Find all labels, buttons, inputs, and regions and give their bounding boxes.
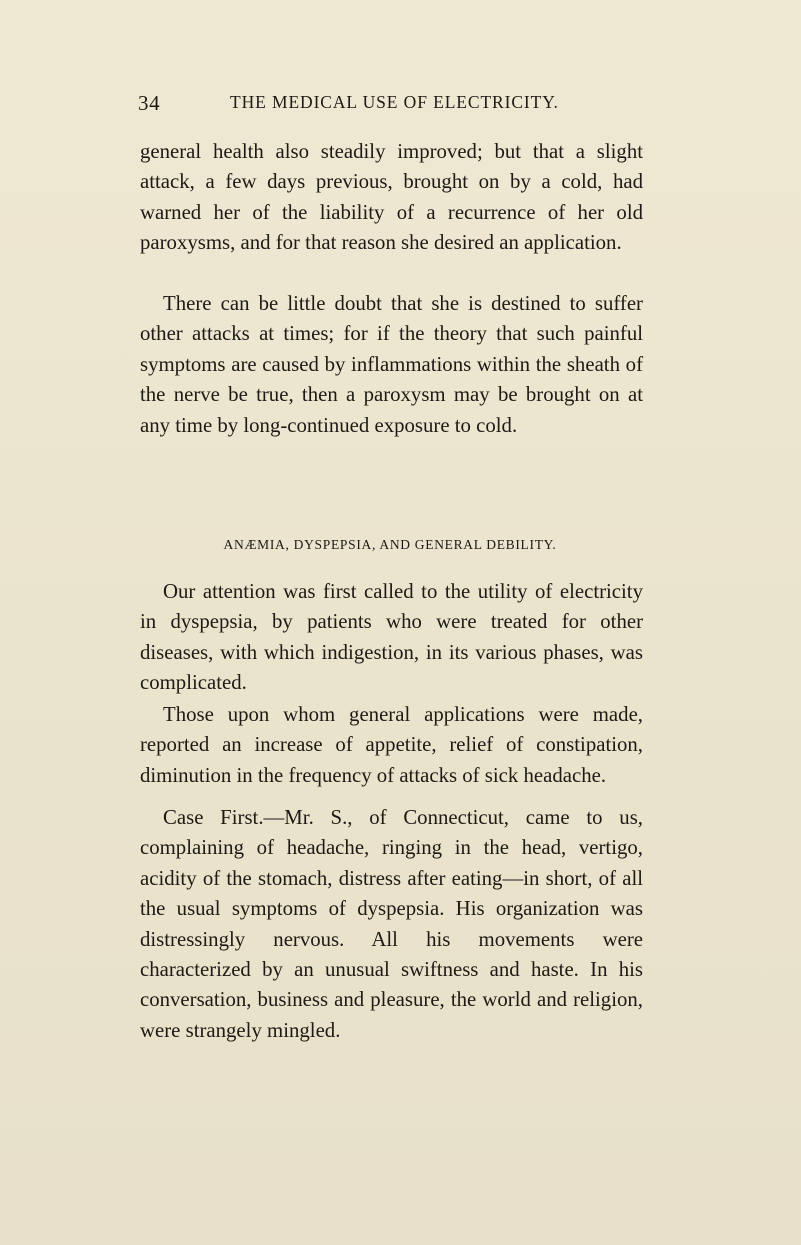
section-heading: ANÆMIA, DYSPEPSIA, AND GENERAL DEBILITY. — [223, 537, 557, 552]
paragraph-continuation — [140, 137, 643, 259]
paragraph-our-attention — [140, 577, 643, 699]
paragraph-text: Those upon whom general applications were made, reported an increase of appetite, relief of constipation, diminution in the frequency of attacks of sick headache. — [140, 703, 643, 787]
running-head — [138, 91, 638, 121]
running-head-title: THE MEDICAL USE OF ELECTRICITY. — [230, 92, 559, 112]
paragraph-text: general health also steadily improved; but that a slight attack, a few days previous, brought on by a cold, had warned her of the liability of a recurrence of her old paroxysms, and for that reason she desired an application. — [140, 140, 643, 255]
paragraph-case-first — [140, 803, 643, 1046]
paragraph-text: There can be little doubt that she is destined to suffer other attacks at times; for if the theory that such painful symptoms are caused by inflammations within the sheath of the nerve be true, then a paroxysm may be brought on at any time by long-continued exposure to cold. — [140, 292, 643, 437]
paragraph-text: Case First.—Mr. S., of Connecticut, came to us, complaining of headache, ringing in the head, vertigo, acidity of the stomach, distress after eating—in short, of all the usual symptoms of dyspepsia. His organization was distressingly nervous. All his movements were characterized by an unusual swiftness and haste. In his conversation, business and pleasure, the world and religion, were strangely mingled. — [140, 806, 643, 1042]
page-number: 34 — [138, 91, 161, 115]
paragraph-general-applications — [140, 700, 643, 791]
paragraph-destined-to-suffer — [140, 289, 643, 441]
paragraph-text: Our attention was first called to the utility of electricity in dyspepsia, by patients who were treated for other diseases, with which indigestion, in its various phases, was complicated. — [140, 580, 643, 695]
